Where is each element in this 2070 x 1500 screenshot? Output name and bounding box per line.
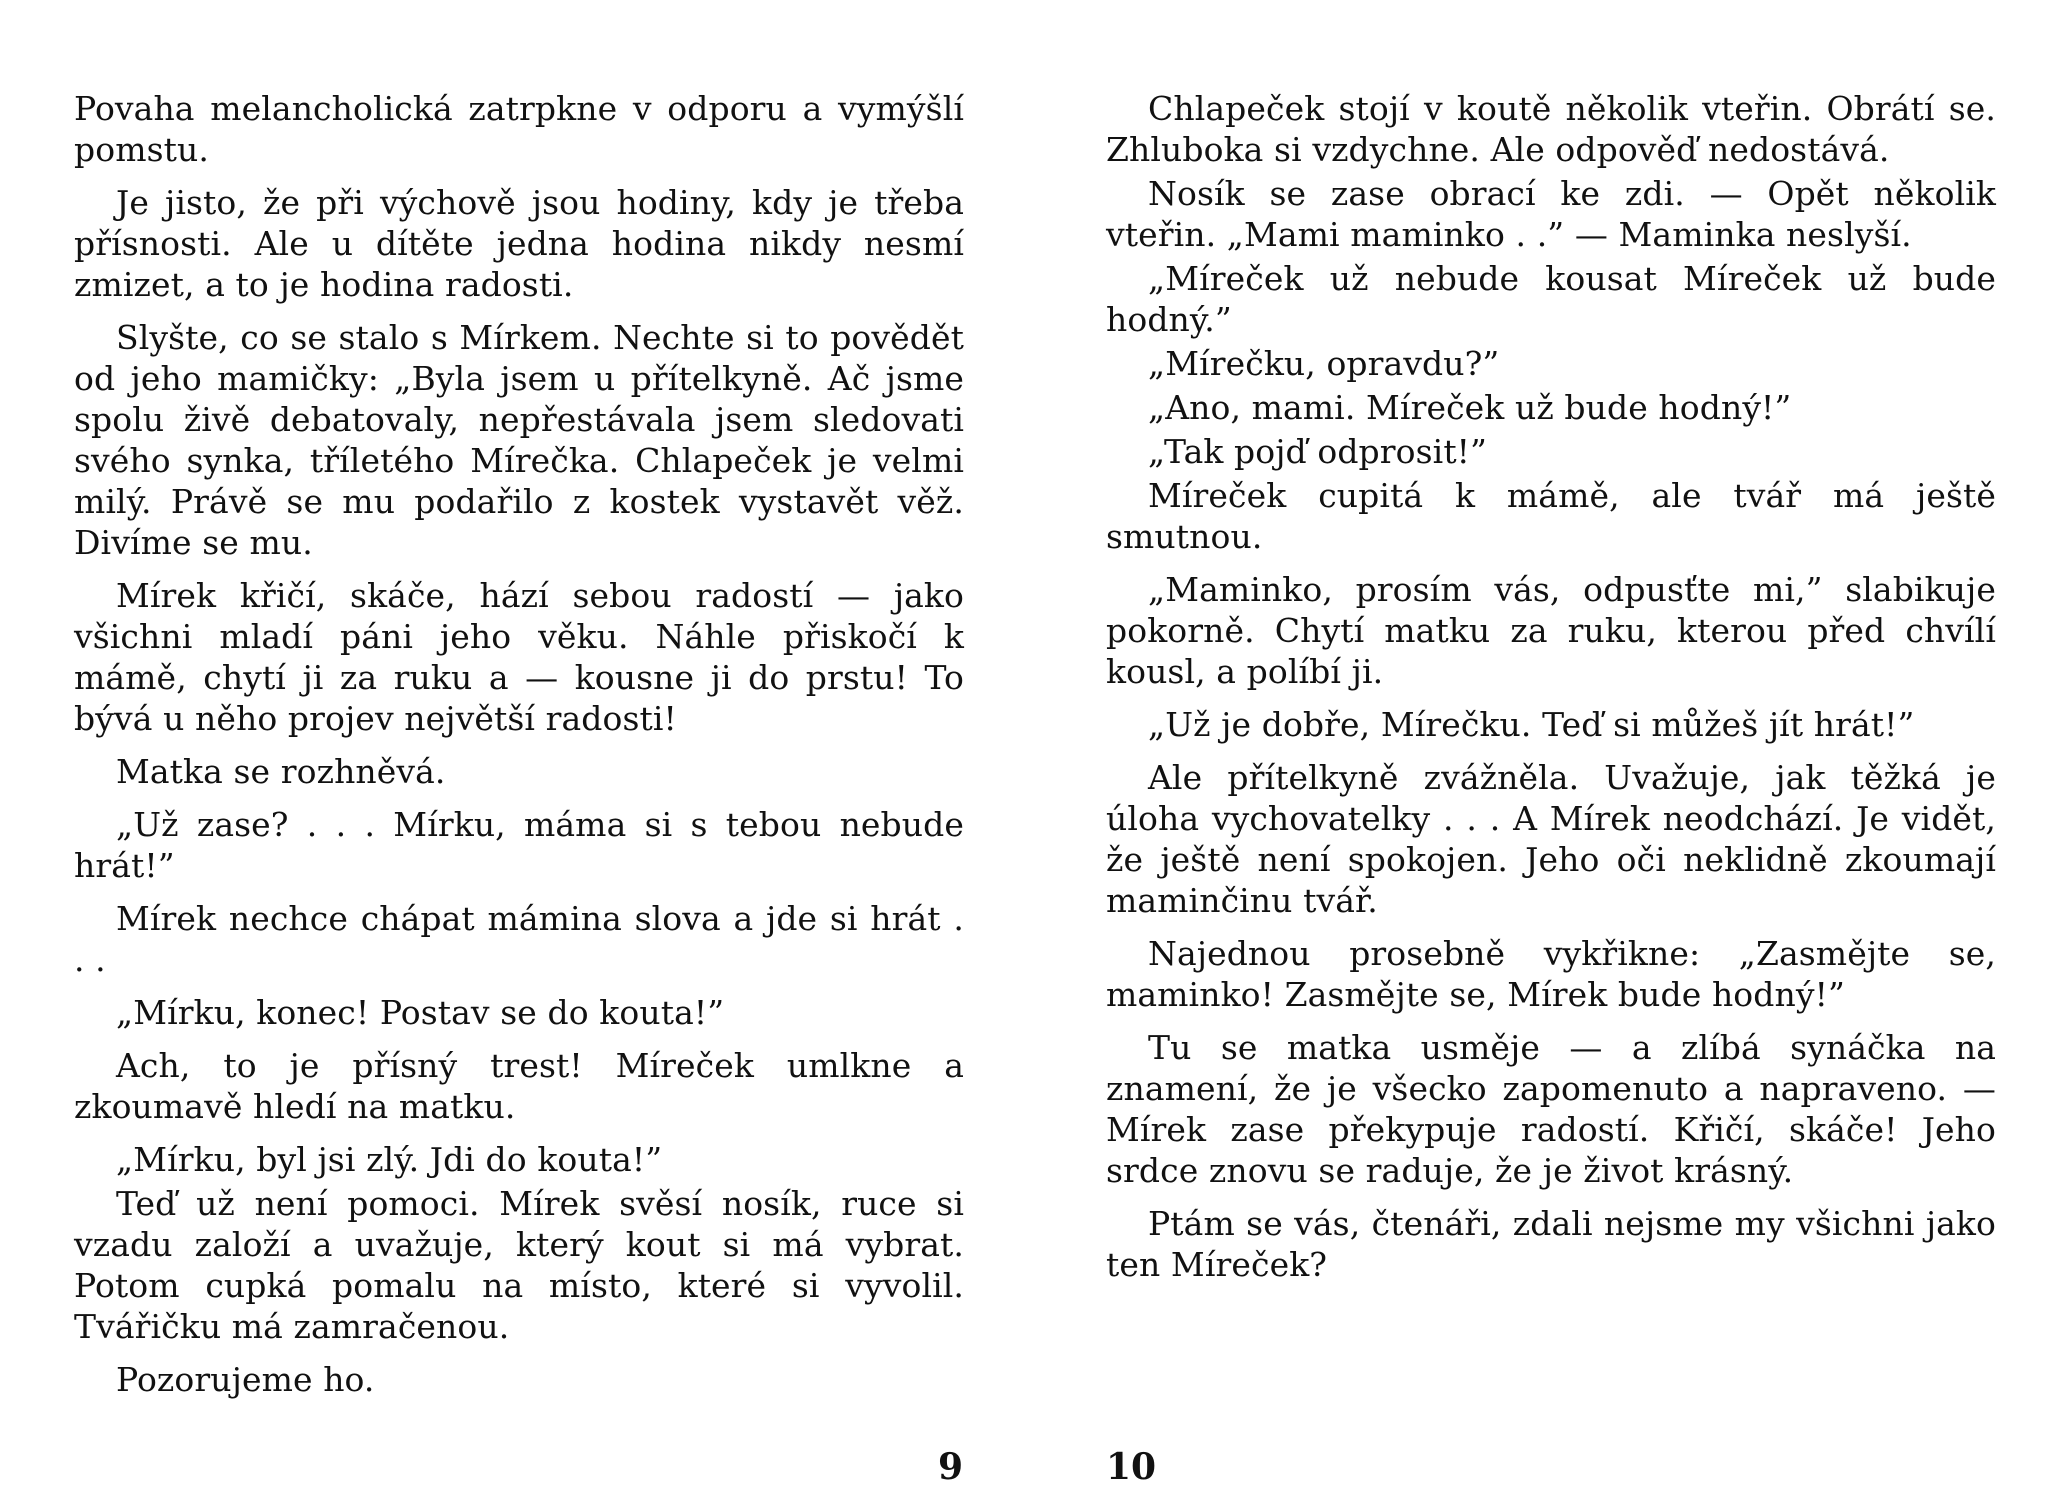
paragraph: „Ano, mami. Míreček už bude hodný!” [1148,388,1792,427]
page-number-left: 9 [938,1446,964,1488]
paragraph: Ach, to je přísný trest! Míreček umlkne a zkoumavě hledí na matku. [74,1046,964,1126]
paragraph: Mírek nechce chápat mámina slova a jde si hrát . . . [74,899,964,979]
paragraph: „Mírku, byl jsi zlý. Jdi do kouta!” [116,1140,663,1179]
paragraph: „Už je dobře, Mírečku. Teď si můžeš jít hrát!” [1148,705,1915,744]
paragraph: „Mírečku, opravdu?” [1148,344,1500,383]
paragraph: Ale přítelkyně zvážněla. Uvažuje, jak těžká je úloha vychovatelky . . . A Mírek neodchází. Je vidět, že ještě není spokojen. Jeho oči neklidně zkoumají maminčinu tvář. [1106,758,1996,920]
paragraph: „Už zase? . . . Mírku, máma si s tebou nebude hrát!” [74,805,964,885]
paragraph: Ptám se vás, čtenáři, zdali nejsme my všichni jako ten Míreček? [1106,1204,1996,1284]
paragraph: Pozorujeme ho. [116,1360,375,1399]
paragraph: Slyšte, co se stalo s Mírkem. Nechte si to povědět od jeho mamičky: „Byla jsem u přítelkyně. Ač jsme spolu živě debatovaly, nepřestávala jsem sledovati svého synka, tříletého Mírečka. Chlapeček je velmi milý. Právě se mu podařilo z kostek vystavět věž. Divíme se mu. [74,318,964,562]
paragraph: Mírek křičí, skáče, hází sebou radostí — jako všichni mladí páni jeho věku. Náhle přiskočí k mámě, chytí ji za ruku a — kousne ji do prstu! To bývá u něho projev největší radosti! [74,576,964,738]
paragraph: „Mírku, konec! Postav se do kouta!” [116,993,725,1032]
paragraph: „Tak pojď odprosit!” [1148,432,1488,471]
paragraph: Povaha melancholická zatrpkne v odporu a vymýšlí pomstu. [74,89,964,169]
paragraph: „Míreček už nebude kousat Míreček už bude hodný.” [1106,259,1996,339]
paragraph: Chlapeček stojí v koutě několik vteřin. Obrátí se. Zhluboka si vzdychne. Ale odpověď nedostává. [1106,89,1996,169]
paragraph: „Maminko, prosím vás, odpusťte mi,” slabikuje pokorně. Chytí matku za ruku, kterou před chvílí kousl, a políbí ji. [1106,570,1996,691]
left-page [74,88,964,1403]
paragraph: Tu se matka usměje — a zlíbá synáčka na znamení, že je všecko zapomenuto a napraveno. — Mírek zase překypuje radostí. Křičí, skáče! Jeho srdce znovu se raduje, že je život krásný. [1106,1028,1996,1190]
paragraph: Nosík se zase obrací ke zdi. — Opět několik vteřin. „Mami maminko . .” — Maminka neslyší. [1106,174,1996,254]
paragraph: Teď už není pomoci. Mírek svěsí nosík, ruce si vzadu založí a uvažuje, který kout si má vybrat. Potom cupká pomalu na místo, které si vyvolil. Tvářičku má zamračenou. [74,1184,964,1346]
paragraph: Míreček cupitá k mámě, ale tvář má ještě smutnou. [1106,476,1996,556]
right-page [1106,88,1996,1288]
paragraph: Najednou prosebně vykřikne: „Zasmějte se, maminko! Zasmějte se, Mírek bude hodný!” [1106,934,1996,1014]
paragraph: Matka se rozhněvá. [116,752,446,791]
page-number-right: 10 [1106,1446,1157,1488]
paragraph: Je jisto, že při výchově jsou hodiny, kdy je třeba přísnosti. Ale u dítěte jedna hodina nikdy nesmí zmizet, a to je hodina radosti. [74,183,964,304]
